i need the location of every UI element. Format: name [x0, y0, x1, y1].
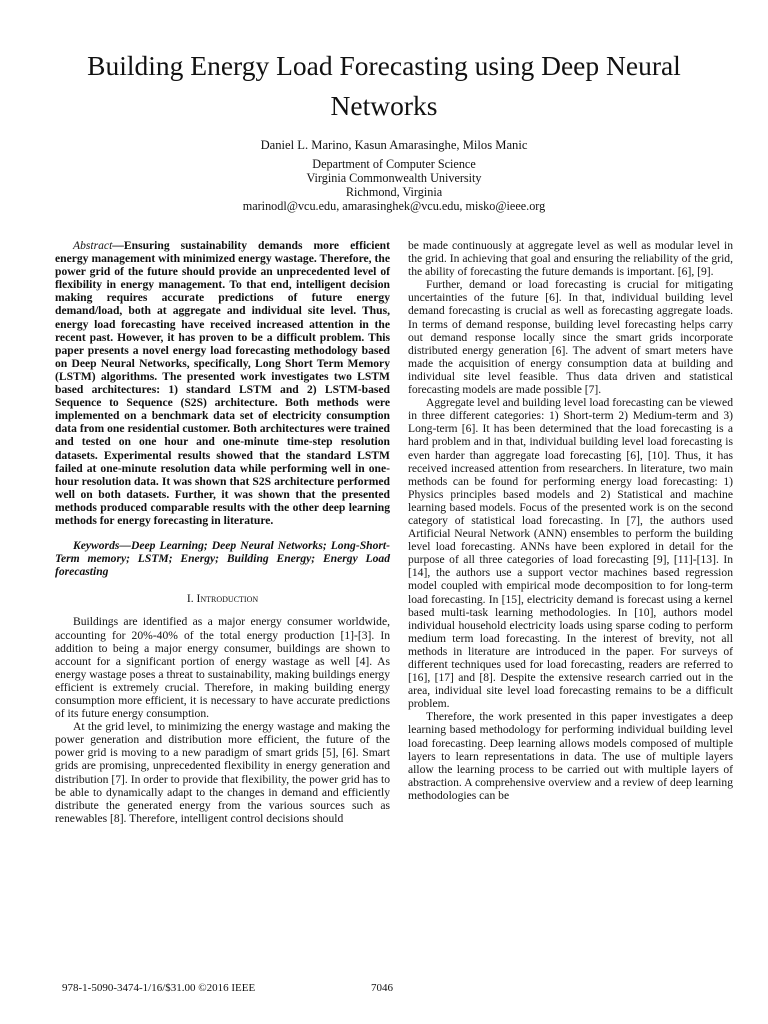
paper-title: Building Energy Load Forecasting using Deep Neural Networks — [87, 50, 681, 121]
paragraph: Further, demand or load forecasting is crucial for mitigating uncertainties of the future [6]. In that, individual building level demand forecasting is crucial as well as forecasting aggregate loads. In terms of demand response, building level forecasting helps carry out demand response locally since the smart grids incorporate distributed energy generation [6]. The advent of smart meters have made the acquisition of energy consumption data at building and individual site level feasible. Thus data driven and statistical forecasting models are made possible [7]. — [408, 278, 733, 397]
author-emails: marinodl@vcu.edu, amarasinghek@vcu.edu, misko@ieee.org — [242, 199, 546, 213]
affiliation-univ: Virginia Commonwealth University — [306, 171, 482, 185]
intro-paragraph-2: At the grid level, to minimizing the energy wastage and making the power generation and distribution more efficient, the future of the power grid is moving to a new paradigm of smart grids [5], [6]. Smart grids are promising, unprecedented flexibility in energy generation and distribution [7]. In order to provide that flexibility, the power grid has to be able to dynamically adapt to the changes in demand and efficiently distribute the generated energy from the various sources such as renewables [8]. Therefore, intelligent control decisions should — [55, 720, 390, 825]
affiliation-dept: Department of Computer Science — [312, 157, 476, 171]
footer-isbn: 978-1-5090-3474-1/16/$31.00 ©2016 IEEE — [62, 982, 256, 994]
affiliation-city: Richmond, Virginia — [345, 185, 443, 199]
keywords-text: —Deep Learning; Deep Neural Networks; Long-Short-Term memory; LSTM; Energy; Building Energy; Energy Load forecasting — [55, 539, 390, 579]
keywords — [55, 539, 390, 578]
paragraph: Therefore, the work presented in this paper investigates a deep learning based methodology for performing individual building level load forecasting. Deep learning allows models composed of multiple layers to learn representations in data. The use of multiple layers allow the learning process to be carried out with multiple layers of abstraction. A comprehensive overview and a review of deep learning methodologies can be — [408, 710, 733, 802]
right-column — [408, 239, 733, 825]
section-heading: I. Introduction — [186, 592, 259, 606]
abstract — [55, 239, 390, 527]
paragraph: be made continuously at aggregate level as well as modular level in the grid. In achieving that goal and ensuring the reliability of the grid, the ability of forecasting the future demands is important. [6], [9]. — [408, 239, 733, 279]
abstract-text: —Ensuring sustainability demands more efficient energy management with minimized energy wastage. Therefore, the power grid of the future should provide an unprecedented level of flexibility in energy management. To that end, intelligent decision making requires accurate predictions of future energy demand/load, both at aggregate and individual site level. Thus, energy load forecasting have received increased attention in the recent past. However, it has proven to be a difficult problem. This paper presents a novel energy load forecasting methodology based on Deep Neural Networks, specifically, Long Short Term Memory (LSTM) algorithms. The presented work investigates two LSTM based architectures: 1) standard LSTM and 2) LSTM-based Sequence to Sequence (S2S) architecture. Both methods were implemented on a benchmark data set of electricity consumption data from one residential customer. Both architectures were trained and tested on one hour and one-minute time-step resolution datasets. Experimental results showed that the standard LSTM failed at one-minute resolution data while performing well in one-hour resolution data. It was shown that S2S architecture performed well on both datasets. Further, it was shown that the presented methods produced comparable results with the other deep learning methods for energy forecasting in literature. — [55, 239, 390, 527]
paragraph: Aggregate level and building level load forecasting can be viewed in three different categories: 1) Short-term 2) Medium-term and 3) Long-term [6]. It has been determined that the load forecasting is a hard problem and in that, individual building level load forecasting is even harder than aggregate load forecasting [6], [10]. Thus, it has received increased attention from researchers. In literature, two main methods can be found for performing energy load forecasting: 1) Physics principles based models and 2) Statistical and machine learning based models. Focus of the presented work is on the second category of statistical load forecasting. In [7], the authors used Artificial Neural Network (ANN) ensembles to perform the building level load forecasting. ANNs have been explored in detail for the purpose of all three categories of load forecasting [9], [11]-[13]. In [14], the authors use a support vector machines based regression model coupled with empirical mode decomposition to for long-term load forecasting. In [15], electricity demand is forecast using a kernel based multi-task learning methodologies. In [10], authors model individual household electricity loads using sparse coding to perform medium term load forecasting. In the interest of brevity, not all methods in literature are introduced in the paper. For surveys of different techniques used for load forecasting, readers are referred to [16], [17] and [8]. Despite the extensive research carried out in the area, individual site level load forecasting remains to be a difficult problem. — [408, 396, 733, 711]
intro-paragraph-1: Buildings are identified as a major energy consumer worldwide, accounting for 20%-40% of the total energy production [1]-[3]. In addition to being a major energy consumer, buildings are shown to account for a significant portion of energy wastage as well [4]. As energy wastage poses a threat to sustainability, making buildings energy efficient is extremely crucial. Therefore, in making building energy consumption more efficient, it is necessary to have accurate predictions of its future energy consumption. — [55, 615, 390, 721]
authors: Daniel L. Marino, Kasun Amarasinghe, Milos Manic — [260, 138, 528, 152]
keywords-label: Keywords — [73, 539, 120, 553]
two-column-body — [55, 239, 733, 825]
left-column — [55, 239, 390, 825]
footer — [55, 962, 733, 994]
page-number: 7046 — [371, 982, 393, 994]
abstract-label: Abstract — [73, 239, 113, 252]
